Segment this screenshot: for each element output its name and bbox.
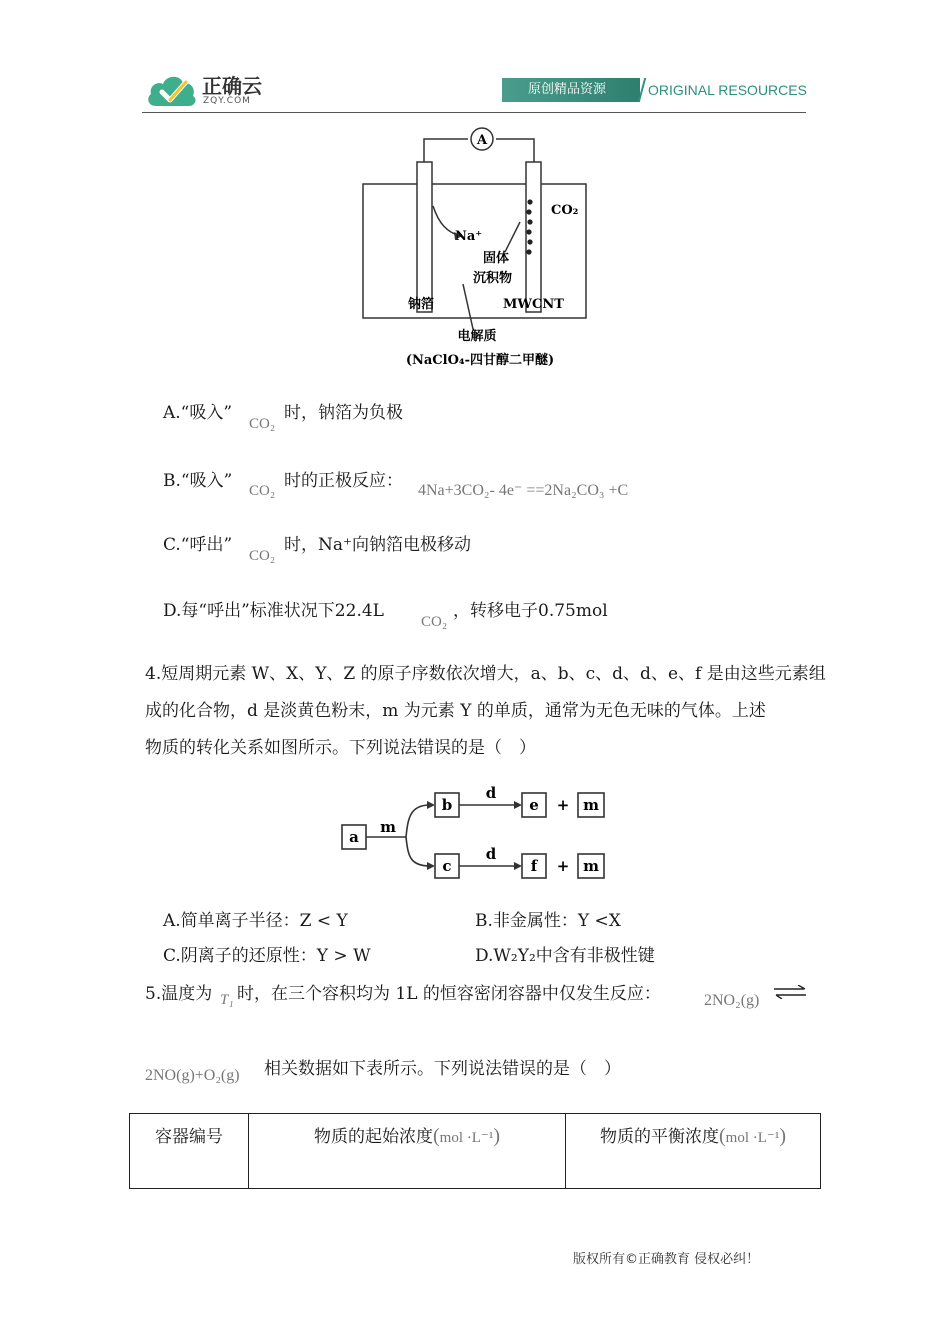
electrolyte-title: 电解质 — [457, 329, 497, 344]
banner-label: 原创精品资源 — [528, 82, 607, 97]
plus-top: + — [556, 796, 570, 814]
header-initial-label: 物质的起始浓度 — [313, 1127, 433, 1147]
table-header-initial — [249, 1114, 566, 1189]
q4-option-d: D.W₂Y₂中含有非极性键 — [475, 946, 655, 966]
q4-option-a: A.简单离子半径：Z < Y — [163, 911, 348, 931]
option-a-formula: CO₂ — [249, 416, 276, 432]
unit-close-paren-2: ) — [779, 1125, 786, 1147]
option-d-suffix: ，转移电子0.75mol — [453, 601, 608, 621]
battery-cell-diagram — [355, 124, 595, 374]
box-b: b — [441, 796, 453, 814]
q5-prefix: 5.温度为 — [145, 984, 213, 1004]
arrow-m: m — [380, 818, 396, 836]
logo — [146, 70, 266, 110]
ion-label: Na⁺ — [455, 229, 483, 244]
q5-temperature: T₁ — [220, 992, 234, 1008]
unit-open-paren-2: ( — [718, 1125, 726, 1147]
data-table — [129, 1113, 821, 1189]
box-c: c — [442, 857, 452, 875]
header-equilibrium-label: 物质的平衡浓度 — [599, 1127, 719, 1147]
ammeter-label: A — [476, 133, 488, 148]
option-d-formula: CO₂ — [421, 614, 448, 630]
box-a: a — [349, 828, 359, 846]
q3-option-b: B.“吸入” — [163, 471, 233, 491]
box-m-bottom: m — [583, 857, 599, 875]
equilibrium-arrow-icon — [772, 985, 808, 999]
plus-bottom: + — [556, 857, 570, 875]
q4-line-2: 成的化合物，d 是淡黄色粉末，m 为元素 Y 的单质，通常为无色无味的气体。上述 — [145, 701, 766, 721]
box-f: f — [530, 857, 538, 875]
table-header-row — [130, 1114, 821, 1189]
option-b-formula: CO₂ — [249, 483, 276, 499]
option-a-prefix: A.“吸入” — [163, 403, 233, 423]
table-header-equilibrium — [566, 1114, 821, 1189]
box-e: e — [529, 796, 539, 814]
table-header-container — [130, 1114, 249, 1189]
header-divider — [142, 112, 806, 113]
q5-tail: 相关数据如下表所示。下列说法错误的是（ ） — [264, 1059, 621, 1079]
option-b-equation: 4Na+3CO₂- 4e⁻ ==2Na₂CO₃ +C — [418, 482, 629, 499]
q4-stem — [145, 656, 826, 767]
electrolyte-detail: (NaClO₄-四甘醇二甲醚) — [405, 353, 555, 368]
cloud-check-icon — [146, 70, 200, 110]
arrow-d-top: d — [485, 784, 497, 802]
box-m-top: m — [583, 796, 599, 814]
q4-option-c: C.阴离子的还原性：Y > W — [163, 946, 371, 966]
conversion-diagram — [330, 778, 620, 888]
unit-close-paren: ) — [493, 1125, 500, 1147]
right-electrode-label: MWCNT — [503, 297, 564, 312]
q4-line-1: 4.短周期元素 W、X、Y、Z 的原子序数依次增大，a、b、c、d、d、e、f 是由这些元素组 — [145, 664, 826, 684]
q3-option-c: C.“呼出” — [163, 535, 233, 555]
q4-line-3: 物质的转化关系如图所示。下列说法错误的是（ ） — [145, 738, 536, 758]
logo-domain: ZQY.COM — [203, 96, 251, 106]
option-c-formula: CO₂ — [249, 548, 276, 564]
q5-reactant: 2NO₂(g) — [704, 992, 760, 1009]
q5-mid: 时，在三个容积均为 1L 的恒容密闭容器中仅发生反应： — [237, 984, 661, 1004]
gas-label: CO₂ — [551, 203, 579, 218]
option-c-suffix: 时，Na⁺向钠箔电极移动 — [284, 535, 471, 555]
header-container-label: 容器编号 — [155, 1127, 223, 1147]
unit-open-paren: ( — [432, 1125, 440, 1147]
banner-english: ORIGINAL RESOURCES — [648, 82, 807, 98]
option-a-suffix: 时，钠箔为负极 — [284, 403, 403, 423]
q3-option-d: D.每“呼出”标准状况下22.4L — [163, 601, 384, 621]
option-b-suffix: 时的正极反应： — [284, 471, 403, 491]
header-banner — [502, 78, 640, 102]
solid-label-1: 固体 — [483, 251, 510, 266]
header-equilibrium-unit: mol ·L⁻¹ — [725, 1130, 780, 1146]
q4-option-b: B.非金属性：Y <X — [475, 911, 621, 931]
q5-products: 2NO(g)+O₂(g) — [145, 1067, 240, 1084]
header-initial-unit: mol ·L⁻¹ — [439, 1130, 494, 1146]
q3-option-a — [163, 402, 232, 424]
solid-label-2: 沉积物 — [473, 271, 513, 286]
logo-name: 正确云 — [202, 74, 262, 98]
copyright-footer: 版权所有©正确教育 侵权必纠！ — [573, 1252, 760, 1267]
arrow-d-bottom: d — [485, 845, 497, 863]
left-electrode-label: 钠箔 — [408, 297, 435, 312]
